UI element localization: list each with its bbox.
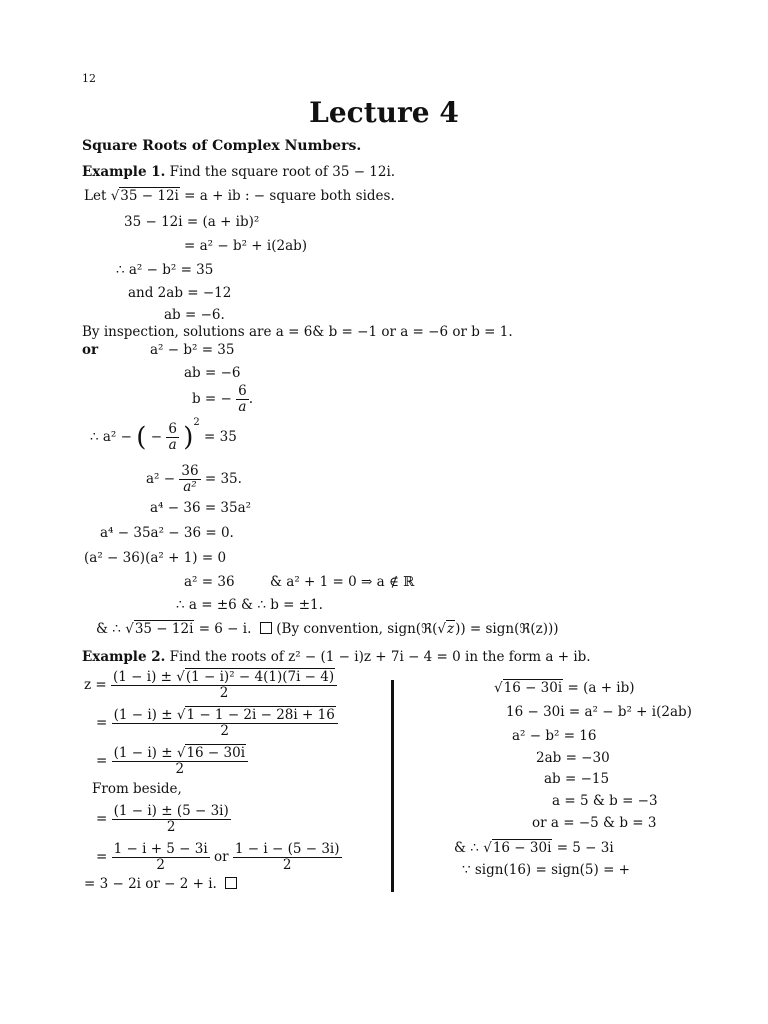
from-beside: From beside, <box>92 781 182 797</box>
eq-line-4: and 2ab = −12 <box>128 285 232 301</box>
or-line-2: ab = −6 <box>184 365 241 381</box>
a2-frac-num: 36 <box>181 463 199 479</box>
qf-den-2: 2 <box>220 722 229 739</box>
big-frac-num: 6 <box>168 421 177 437</box>
example2-statement <box>82 649 591 665</box>
final-line <box>96 621 559 637</box>
page-number: 12 <box>82 72 96 85</box>
sqrt-z: √z <box>437 621 455 637</box>
paren-close: ) <box>183 422 194 453</box>
example2-text: Find the roots of z² − (1 − i)z + 7i − 4 = 0 in the form a + ib. <box>169 649 591 665</box>
right-line-8-tail: = 5 − 3i <box>556 840 614 856</box>
column-divider <box>391 680 394 892</box>
root-num-b: 1 − i − (5 − 3i) <box>234 841 340 857</box>
right-line-6: a = 5 & b = −3 <box>552 793 658 809</box>
or-label: or <box>82 342 99 358</box>
example1-statement <box>82 164 395 180</box>
convention-b: )) = sign(ℜ(z))) <box>455 621 559 637</box>
qf-num-3: (1 − i) ± √16 − 30i <box>112 746 248 762</box>
right-line-8-prefix: & ∴ <box>454 840 479 856</box>
right-line-8 <box>454 840 614 856</box>
qf-den-4: 2 <box>166 818 176 835</box>
eq-sign: = <box>96 714 108 731</box>
b-frac-num: 6 <box>238 383 247 399</box>
qed-box-2 <box>225 877 237 889</box>
right-line-4: 2ab = −30 <box>536 750 610 766</box>
example1-label: Example 1. <box>82 164 166 180</box>
section-heading: Square Roots of Complex Numbers. <box>82 138 362 154</box>
right-line-1 <box>494 680 635 696</box>
root-num-a: 1 − i + 5 − 3i <box>113 841 208 857</box>
big-rhs: = 35 <box>204 428 237 445</box>
big-minus: − <box>150 428 163 445</box>
qf-fraction-1 <box>111 670 337 701</box>
sqrt-35-12i: √35 − 12i <box>110 188 179 204</box>
split-line <box>96 842 342 873</box>
frac-lhs: a² − <box>146 470 176 487</box>
quadratic-formula-line <box>84 670 337 701</box>
big-paren-equation <box>90 417 237 453</box>
result-text: = 3 − 2i or − 2 + i. <box>84 876 217 892</box>
simplify-line-2 <box>96 746 248 777</box>
right-line-5: ab = −15 <box>544 771 610 787</box>
simplify-line-1 <box>96 708 338 739</box>
qf-fraction-3 <box>112 746 248 777</box>
big-fraction <box>166 422 179 453</box>
qf-num-2: (1 − i) ± √1 − 1 − 2i − 28i + 16 <box>112 708 338 724</box>
qed-box <box>260 622 272 634</box>
b-lhs: b = − <box>192 390 232 407</box>
qf-fraction-4 <box>112 804 231 835</box>
eq-line-1: 35 − 12i = (a + ib)² <box>124 214 260 230</box>
qf-fraction-2 <box>112 708 338 739</box>
z-eq: z = <box>84 676 107 693</box>
eq-line-3: ∴ a² − b² = 35 <box>116 262 214 278</box>
right-line-2: 16 − 30i = a² − b² + i(2ab) <box>506 704 692 720</box>
let-suffix: = a + ib : − square both sides. <box>184 188 395 204</box>
example1-text: Find the square root of 35 − 12i. <box>169 164 396 180</box>
big-lhs: ∴ a² − <box>90 428 132 445</box>
qf-num-4: (1 − i) ± (5 − 3i) <box>113 803 229 819</box>
root-fraction-a <box>112 842 210 873</box>
big-exponent: 2 <box>193 417 200 429</box>
or-word: or <box>214 848 229 865</box>
a2-fraction <box>179 464 200 495</box>
eq-sign: = <box>96 752 108 769</box>
result-line <box>84 876 237 892</box>
eq-line-2: = a² − b² + i(2ab) <box>184 238 308 254</box>
frac-equation <box>146 464 242 495</box>
sqrt-16-30i-final: √16 − 30i <box>483 840 552 856</box>
b-tail: . <box>248 390 254 407</box>
b-equation <box>192 384 253 415</box>
right-line-1-tail: = (a + ib) <box>567 680 635 696</box>
lecture-title: Lecture 4 <box>309 96 459 129</box>
paren-open: ( <box>136 422 147 453</box>
root-den-a: 2 <box>156 856 165 873</box>
substitute-line <box>96 804 231 835</box>
eq-a4: a⁴ − 36 = 35a² <box>150 500 252 516</box>
final-prefix: & ∴ <box>96 621 121 637</box>
eq-sign: = <box>96 810 108 827</box>
let-prefix: Let <box>84 188 107 204</box>
eq-a2-right: & a² + 1 = 0 ⇒ a ∉ ℝ <box>270 574 415 590</box>
final-mid: = 6 − i. <box>198 621 252 637</box>
right-line-7: or a = −5 & b = 3 <box>532 815 657 831</box>
b-fraction <box>236 384 249 415</box>
right-line-3: a² − b² = 16 <box>512 728 597 744</box>
eq-factor: (a² − 36)(a² + 1) = 0 <box>84 550 227 566</box>
sqrt-16-30i: √16 − 30i <box>494 680 563 696</box>
b-frac-den: a <box>238 398 247 415</box>
sqrt-final: √35 − 12i <box>125 621 194 637</box>
a2-frac-den: a² <box>183 478 197 495</box>
eq-sign: = <box>96 848 108 865</box>
qf-den-3: 2 <box>175 760 185 777</box>
example2-label: Example 2. <box>82 649 166 665</box>
qf-num-1: (1 − i) ± √(1 − i)² − 4(1)(7i − 4) <box>111 670 337 686</box>
root-fraction-b <box>233 842 342 873</box>
eq-pm: ∴ a = ±6 & ∴ b = ±1. <box>176 597 323 613</box>
qf-den-1: 2 <box>219 684 229 701</box>
big-frac-den: a <box>168 436 177 453</box>
inspection-line: By inspection, solutions are a = 6& b = −1 or a = −6 or b = 1. <box>82 324 513 340</box>
convention-a: (By convention, sign(ℜ( <box>276 621 438 637</box>
eq-line-5: ab = −6. <box>164 307 225 323</box>
eq-quartic: a⁴ − 35a² − 36 = 0. <box>100 525 234 541</box>
root-den-b: 2 <box>282 856 292 873</box>
or-line-1: a² − b² = 35 <box>150 342 235 358</box>
eq-a2: a² = 36 <box>184 574 235 590</box>
let-line <box>84 188 395 204</box>
right-line-9: ∵ sign(16) = sign(5) = + <box>462 862 630 878</box>
frac-rhs: = 35. <box>204 470 242 487</box>
